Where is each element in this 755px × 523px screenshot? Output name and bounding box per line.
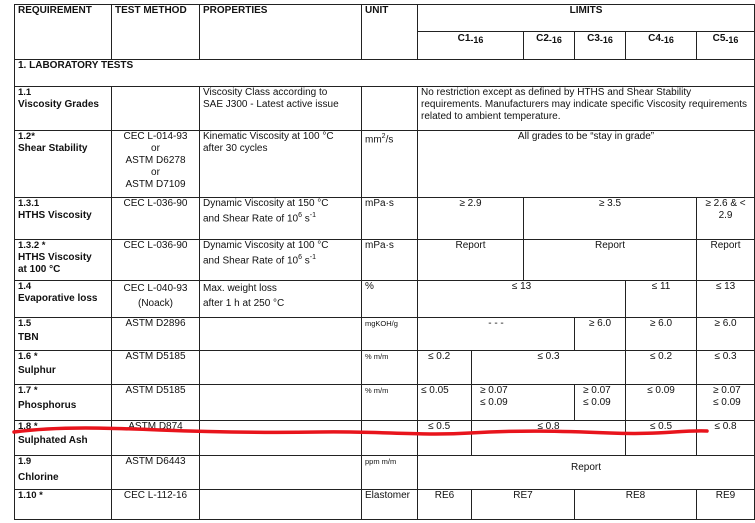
- header-row: [15, 5, 755, 32]
- limit-cell: Report: [418, 456, 755, 490]
- limit-cell-c2-c3: ≤ 0.8: [472, 421, 626, 456]
- limit-cell-c3-c4: Report: [524, 240, 697, 281]
- property-cell: Viscosity Class according to SAE J300 - Latest active issue: [200, 87, 362, 131]
- properties-header: PROPERTIES: [200, 5, 362, 60]
- property-cell: Dynamic Viscosity at 150 °C and Shear Rate of $10^6$ $s^{-1}$: [200, 198, 362, 240]
- limit-cell-c3: RE8: [575, 490, 697, 520]
- requirement-cell: 1.6 * Sulphur: [15, 351, 112, 385]
- limit-cell-c1-c2: ≥ 2.9: [418, 198, 524, 240]
- table-row: [15, 456, 755, 490]
- method-cell: ASTM D6443: [112, 456, 200, 490]
- table-row: [15, 385, 755, 421]
- limit-cell: All grades to be “stay in grade”: [418, 131, 755, 198]
- requirement-cell: 1.8 * Sulphated Ash: [15, 421, 112, 456]
- method-cell: CEC L-036-90: [112, 240, 200, 281]
- requirement-cell: 1.9 Chlorine: [15, 456, 112, 490]
- property-cell: [200, 421, 362, 456]
- limit-cell-c2: RE7: [472, 490, 575, 520]
- property-cell: [200, 351, 362, 385]
- class-c4: $C4_{-16}$: [626, 32, 697, 60]
- limit-cell-c4: ≤ 0.5: [626, 421, 697, 456]
- property-cell: [200, 385, 362, 421]
- limit-cell-c4: ≤ 11: [626, 281, 697, 318]
- property-cell: Max. weight loss after 1 h at 250 °C: [200, 281, 362, 318]
- method-cell: ASTM D874: [112, 421, 200, 456]
- table-row: [15, 490, 755, 520]
- limit-cell-c1: RE6: [418, 490, 472, 520]
- limit-cell-c2-c3: ≤ 0.3: [472, 351, 626, 385]
- limit-cell-c5: Report: [697, 240, 755, 281]
- unit-cell: ppm m/m: [362, 456, 418, 490]
- table-row: [15, 240, 755, 281]
- limit-cell-c2: ≥ 0.07 ≤ 0.09: [472, 385, 575, 421]
- property-cell: Kinematic Viscosity at 100 °C after 30 cycles: [200, 131, 362, 198]
- limit-cell-c5: ≤ 0.8: [697, 421, 755, 456]
- unit-cell: % m/m: [362, 385, 418, 421]
- limit-cell-c5: ≥ 2.6 & < 2.9: [697, 198, 755, 240]
- table-row: [15, 318, 755, 351]
- limit-cell-c5: ≥ 6.0: [697, 318, 755, 351]
- method-cell: ASTM D5185: [112, 351, 200, 385]
- method-cell: [112, 87, 200, 131]
- property-cell: [200, 490, 362, 520]
- requirement-cell: 1.3.2 * HTHS Viscosity at 100 °C: [15, 240, 112, 281]
- limit-cell-c5: ≤ 0.3: [697, 351, 755, 385]
- requirement-cell: 1.2* Shear Stability: [15, 131, 112, 198]
- unit-cell: $mm^2/s$: [362, 131, 418, 198]
- limit-cell-c3: ≥ 6.0: [575, 318, 626, 351]
- limits-table: [14, 4, 755, 520]
- section-row: [15, 60, 755, 87]
- table-row: [15, 87, 755, 131]
- unit-header: UNIT: [362, 5, 418, 60]
- table-row: [15, 131, 755, 198]
- limit-cell-c1: ≤ 0.5: [418, 421, 472, 456]
- table-row: [15, 421, 755, 456]
- unit-cell: mPa·s: [362, 198, 418, 240]
- limits-header: LIMITS: [418, 5, 755, 32]
- class-c5: $C5_{-16}$: [697, 32, 755, 60]
- limit-cell-c1-c2: - - -: [418, 318, 575, 351]
- limit-cell-c4: ≥ 6.0: [626, 318, 697, 351]
- class-c2: $C2_{-16}$: [524, 32, 575, 60]
- limit-cell-c5: ≤ 13: [697, 281, 755, 318]
- limit-cell-c1: ≤ 0.2: [418, 351, 472, 385]
- method-cell: CEC L-036-90: [112, 198, 200, 240]
- method-cell: ASTM D5185: [112, 385, 200, 421]
- limit-cell-c1-c2: Report: [418, 240, 524, 281]
- limit-cell-c4: ≤ 0.09: [626, 385, 697, 421]
- limit-cell-c3: ≥ 0.07 ≤ 0.09: [575, 385, 626, 421]
- unit-cell: % m/m: [362, 351, 418, 385]
- specification-sheet: [14, 4, 748, 523]
- limit-cell-c1: ≤ 0.05: [418, 385, 472, 421]
- property-cell: [200, 318, 362, 351]
- method-cell: ASTM D2896: [112, 318, 200, 351]
- unit-cell: [362, 421, 418, 456]
- requirement-cell: 1.10 *: [15, 490, 112, 520]
- class-c3: $C3_{-16}$: [575, 32, 626, 60]
- test-method-header: TEST METHOD: [112, 5, 200, 60]
- requirement-cell: 1.5 TBN: [15, 318, 112, 351]
- limit-cell-c1-c3: ≤ 13: [418, 281, 626, 318]
- unit-cell: [362, 87, 418, 131]
- method-cell: CEC L-040-93 (Noack): [112, 281, 200, 318]
- unit-cell: Elastomer: [362, 490, 418, 520]
- table-row: [15, 198, 755, 240]
- property-cell: Dynamic Viscosity at 100 °C and Shear Rate of $10^6$ $s^{-1}$: [200, 240, 362, 281]
- limit-cell-c5: ≥ 0.07 ≤ 0.09: [697, 385, 755, 421]
- unit-cell: %: [362, 281, 418, 318]
- limit-cell-c4: ≤ 0.2: [626, 351, 697, 385]
- class-c1: $C1_{-16}$: [418, 32, 524, 60]
- requirement-cell: 1.1 Viscosity Grades: [15, 87, 112, 131]
- section-title: 1. LABORATORY TESTS: [15, 60, 755, 87]
- requirement-cell: 1.3.1 HTHS Viscosity: [15, 198, 112, 240]
- requirement-cell: 1.7 * Phosphorus: [15, 385, 112, 421]
- table-row: [15, 281, 755, 318]
- method-cell: CEC L-014-93 or ASTM D6278 or ASTM D7109: [112, 131, 200, 198]
- requirement-header: REQUIREMENT: [15, 5, 112, 60]
- unit-cell: mPa·s: [362, 240, 418, 281]
- limit-cell: No restriction except as defined by HTHS and Shear Stability requirements. Manufacturers may indicate specific Viscosity requirements related to ambient temperature.: [418, 87, 755, 131]
- unit-cell: mgKOH/g: [362, 318, 418, 351]
- limit-cell-c3-c4: ≥ 3.5: [524, 198, 697, 240]
- requirement-cell: 1.4 Evaporative loss: [15, 281, 112, 318]
- table-row: [15, 351, 755, 385]
- property-cell: [200, 456, 362, 490]
- limit-cell-c5: RE9: [697, 490, 755, 520]
- method-cell: CEC L-112-16: [112, 490, 200, 520]
